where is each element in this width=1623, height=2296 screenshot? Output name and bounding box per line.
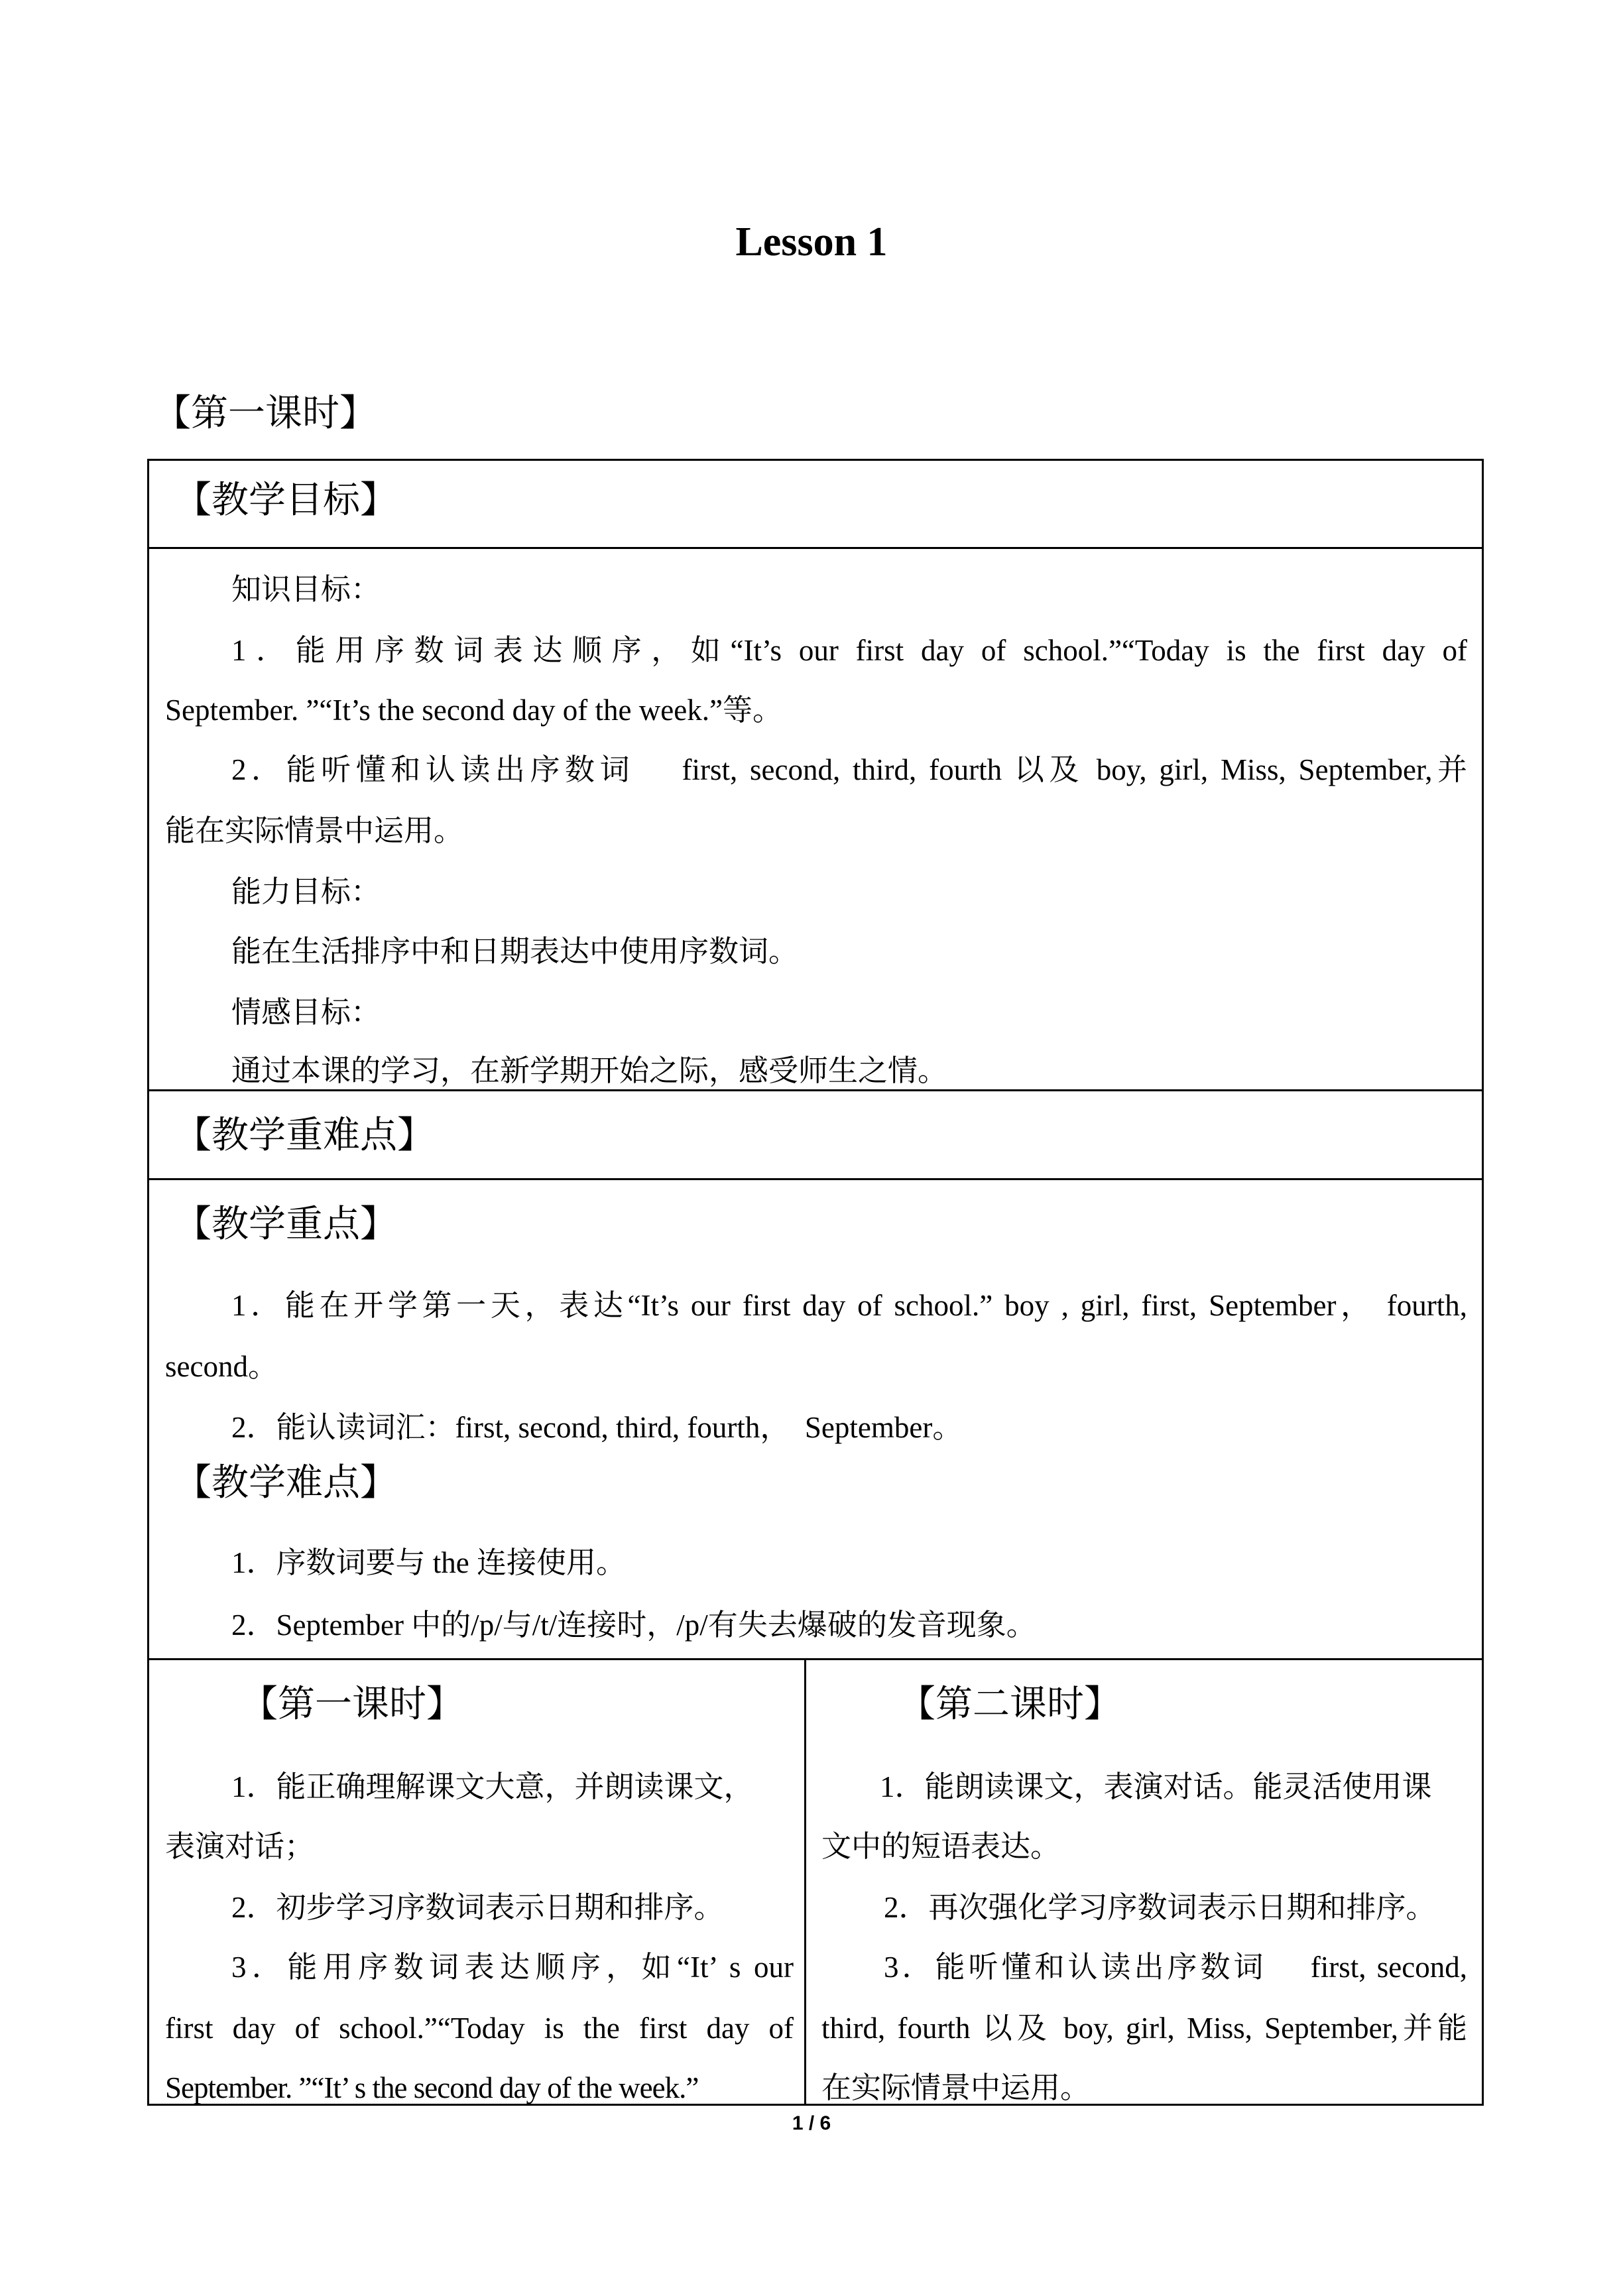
difficult-item-1: 1．序数词要与 the 连接使用。 bbox=[231, 1546, 626, 1579]
difficult-points-header: 【教学难点】 bbox=[174, 1463, 397, 1504]
second-session-line-6: 在实际情景中运用。 bbox=[821, 2071, 1091, 2104]
objectives-header: 【教学目标】 bbox=[174, 480, 397, 521]
knowledge-item-2-line-1: 2．能听懂和认读出序数词 first, second, third, fourth 以及 boy, girl, Miss, September,并 bbox=[231, 753, 1467, 786]
key-difficult-header: 【教学重难点】 bbox=[174, 1115, 434, 1156]
key-item-2: 2．能认读词汇：first, second, third, fourth， September。 bbox=[231, 1411, 963, 1444]
emotion-text: 通过本课的学习，在新学期开始之际，感受师生之情。 bbox=[231, 1054, 948, 1087]
lesson-plan-table bbox=[147, 459, 1484, 2106]
page-title: Lesson 1 bbox=[735, 219, 888, 265]
first-session-line-3: 2．初步学习序数词表示日期和排序。 bbox=[231, 1891, 724, 1924]
knowledge-item-1-line-2: September. ”“It’s the second day of the week.”等。 bbox=[165, 694, 782, 727]
row-divider bbox=[149, 1658, 1482, 1660]
row-divider bbox=[149, 1178, 1482, 1180]
second-session-line-4: 3．能听懂和认读出序数词 first, second, bbox=[884, 1951, 1467, 1984]
knowledge-item-1-line-1: 1．能用序数词表达顺序，如“It’s our first day of school.”“Today is the first day of bbox=[231, 634, 1467, 667]
second-session-header: 【第二课时】 bbox=[898, 1684, 1121, 1725]
row-divider bbox=[149, 547, 1482, 549]
key-item-1-line-1: 1．能在开学第一天，表达“It’s our first day of school.” boy , girl, first, September， fourth, bbox=[231, 1289, 1467, 1322]
emotion-label: 情感目标： bbox=[231, 996, 381, 1029]
second-session-line-2: 文中的短语表达。 bbox=[821, 1830, 1061, 1863]
page-number: 1 / 6 bbox=[792, 2112, 831, 2134]
first-session-line-1: 1．能正确理解课文大意，并朗读课文， bbox=[231, 1770, 754, 1803]
second-session-line-3: 2．再次强化学习序数词表示日期和排序。 bbox=[884, 1891, 1436, 1924]
second-session-line-1: 1．能朗读课文，表演对话。能灵活使用课 bbox=[880, 1770, 1432, 1803]
first-session-line-5: first day of school.”“Today is the first day of bbox=[165, 2012, 794, 2045]
session-heading: 【第一课时】 bbox=[154, 393, 377, 434]
first-session-line-4: 3．能用序数词表达顺序，如“It’ s our bbox=[231, 1951, 794, 1984]
difficult-item-2: 2．September 中的/p/与/t/连接时，/p/有失去爆破的发音现象。 bbox=[231, 1608, 1036, 1642]
knowledge-item-2-line-2: 能在实际情景中运用。 bbox=[165, 814, 464, 847]
column-divider bbox=[804, 1658, 806, 2106]
knowledge-label: 知识目标： bbox=[231, 573, 381, 606]
key-item-1-line-2: second。 bbox=[165, 1350, 278, 1383]
ability-label: 能力目标： bbox=[231, 875, 381, 908]
first-session-line-6: September. ”“It’ s the second day of the week.” bbox=[165, 2071, 699, 2104]
ability-text: 能在生活排序中和日期表达中使用序数词。 bbox=[231, 935, 799, 968]
first-session-header: 【第一课时】 bbox=[241, 1684, 463, 1725]
key-points-header: 【教学重点】 bbox=[174, 1204, 397, 1245]
first-session-line-2: 表演对话； bbox=[165, 1830, 315, 1863]
second-session-line-5: third, fourth 以及 boy, girl, Miss, September,并能 bbox=[821, 2012, 1467, 2045]
